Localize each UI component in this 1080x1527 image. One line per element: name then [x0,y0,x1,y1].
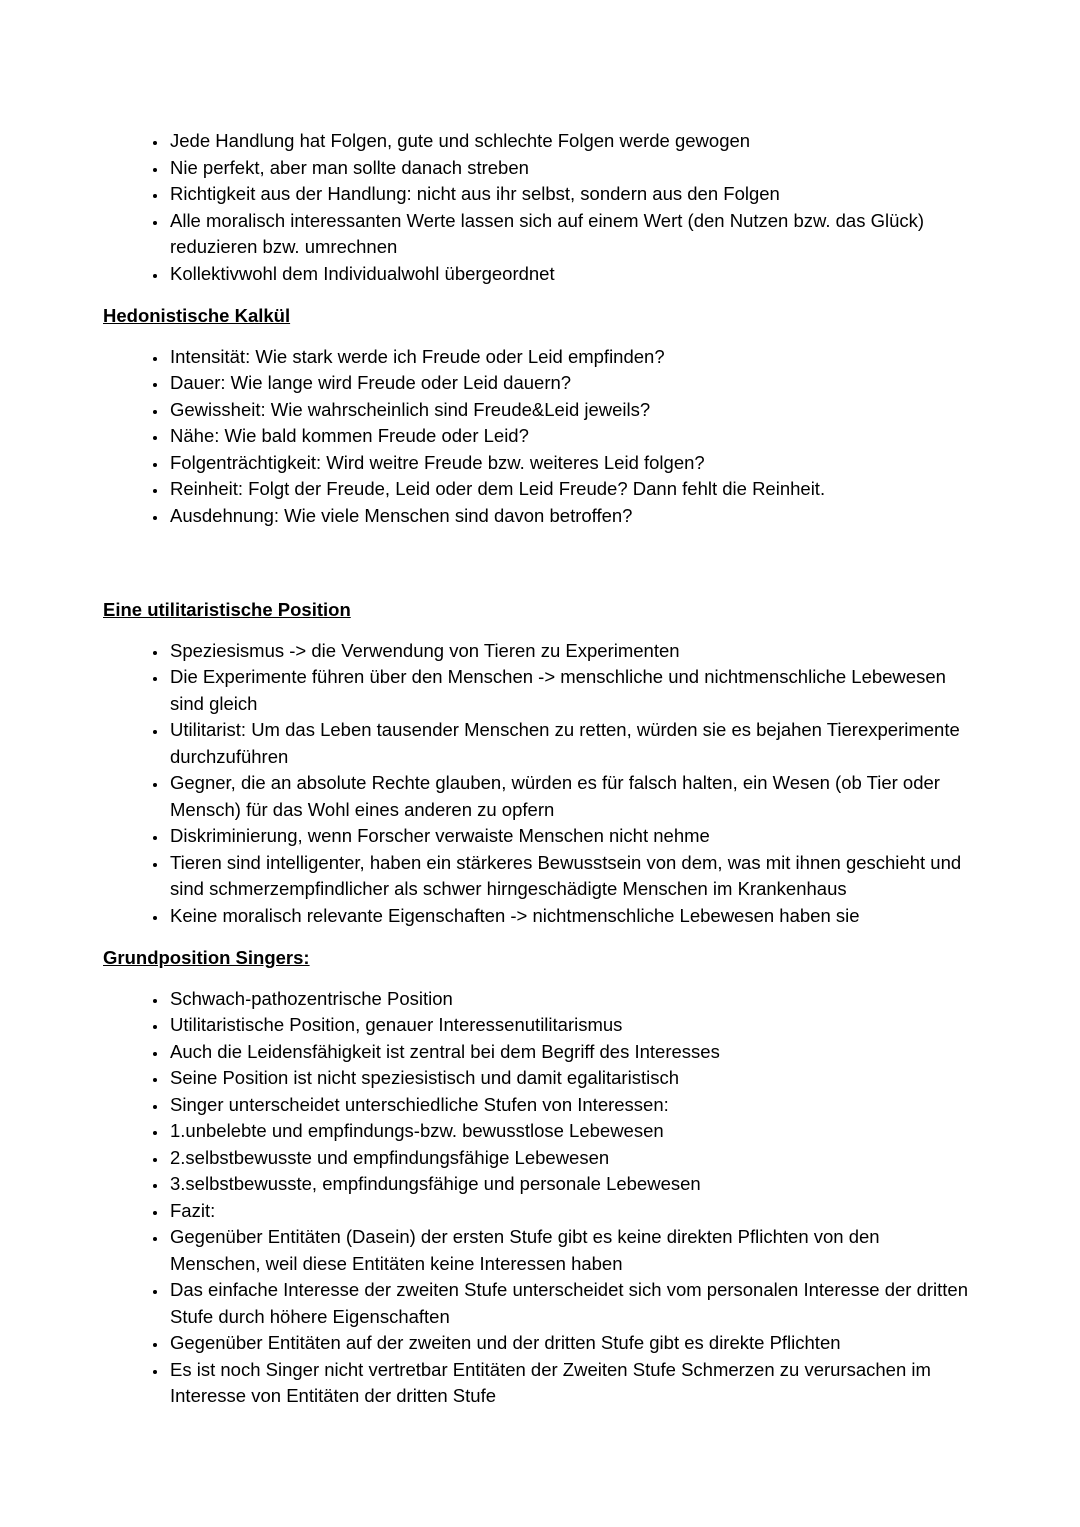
document-section [103,945,968,1410]
list-item: • Diskriminierung, wenn Forscher verwaiste Menschen nicht nehme [168,823,968,850]
bullet-list [103,344,968,530]
document-section [103,597,968,929]
list-item: • Richtigkeit aus der Handlung: nicht aus ihr selbst, sondern aus den Folgen [168,181,968,208]
list-item: • Nähe: Wie bald kommen Freude oder Leid? [168,423,968,450]
bullet-list [103,128,968,287]
list-item: • Intensität: Wie stark werde ich Freude oder Leid empfinden? [168,344,968,371]
list-item: • 3.selbstbewusste, empfindungsfähige und personale Lebewesen [168,1171,968,1198]
list-item: • Ausdehnung: Wie viele Menschen sind davon betroffen? [168,503,968,530]
list-item: • 2.selbstbewusste und empfindungsfähige Lebewesen [168,1145,968,1172]
list-item: • Utilitaristische Position, genauer Interessenutilitarismus [168,1012,968,1039]
list-item: • Seine Position ist nicht speziesistisch und damit egalitaristisch [168,1065,968,1092]
list-item: • 1.unbelebte und empfindungs-bzw. bewusstlose Lebewesen [168,1118,968,1145]
list-item: • Singer unterscheidet unterschiedliche Stufen von Interessen: [168,1092,968,1119]
list-item: • Reinheit: Folgt der Freude, Leid oder dem Leid Freude? Dann fehlt die Reinheit. [168,476,968,503]
list-item: • Alle moralisch interessanten Werte lassen sich auf einem Wert (den Nutzen bzw. das Glück) reduzieren bzw. umrechnen [168,208,968,261]
list-item: • Gegenüber Entitäten auf der zweiten und der dritten Stufe gibt es direkte Pflichten [168,1330,968,1357]
list-item: • Folgenträchtigkeit: Wird weitre Freude bzw. weiteres Leid folgen? [168,450,968,477]
list-item: • Fazit: [168,1198,968,1225]
list-item: • Kollektivwohl dem Individualwohl übergeordnet [168,261,968,288]
list-item: • Jede Handlung hat Folgen, gute und schlechte Folgen werde gewogen [168,128,968,155]
document-section [103,303,968,529]
list-item: • Es ist noch Singer nicht vertretbar Entitäten der Zweiten Stufe Schmerzen zu verursachen im Interesse von Entitäten der dritten Stufe [168,1357,968,1410]
sections-container [103,128,968,1410]
section-heading: Hedonistische Kalkül [103,305,291,326]
list-item: • Speziesismus -> die Verwendung von Tieren zu Experimenten [168,638,968,665]
document-section [103,128,968,287]
list-item: • Gegenüber Entitäten (Dasein) der ersten Stufe gibt es keine direkten Pflichten von den Menschen, weil diese Entitäten keine Interessen haben [168,1224,968,1277]
list-item: • Keine moralisch relevante Eigenschaften -> nichtmenschliche Lebewesen haben sie [168,903,968,930]
list-item: • Schwach-pathozentrische Position [168,986,968,1013]
bullet-list [103,638,968,930]
list-item: • Gegner, die an absolute Rechte glauben, würden es für falsch halten, ein Wesen (ob Tier oder Mensch) für das Wohl eines anderen zu opfern [168,770,968,823]
section-heading: Eine utilitaristische Position [103,599,351,620]
list-item: • Dauer: Wie lange wird Freude oder Leid dauern? [168,370,968,397]
list-item: • Die Experimente führen über den Menschen -> menschliche und nichtmenschliche Lebewesen sind gleich [168,664,968,717]
list-item: • Das einfache Interesse der zweiten Stufe unterscheidet sich vom personalen Interesse der dritten Stufe durch höhere Eigenschaften [168,1277,968,1330]
list-item: • Nie perfekt, aber man sollte danach streben [168,155,968,182]
list-item: • Utilitarist: Um das Leben tausender Menschen zu retten, würden sie es bejahen Tierexperimente durchzuführen [168,717,968,770]
list-item: • Gewissheit: Wie wahrscheinlich sind Freude&Leid jeweils? [168,397,968,424]
bullet-list [103,986,968,1410]
list-item: • Auch die Leidensfähigkeit ist zentral bei dem Begriff des Interesses [168,1039,968,1066]
list-item: • Tieren sind intelligenter, haben ein stärkeres Bewusstsein von dem, was mit ihnen geschieht und sind schmerzempfindlicher als schwer hirngeschädigte Menschen im Krankenhaus [168,850,968,903]
section-heading: Grundposition Singers: [103,947,310,968]
